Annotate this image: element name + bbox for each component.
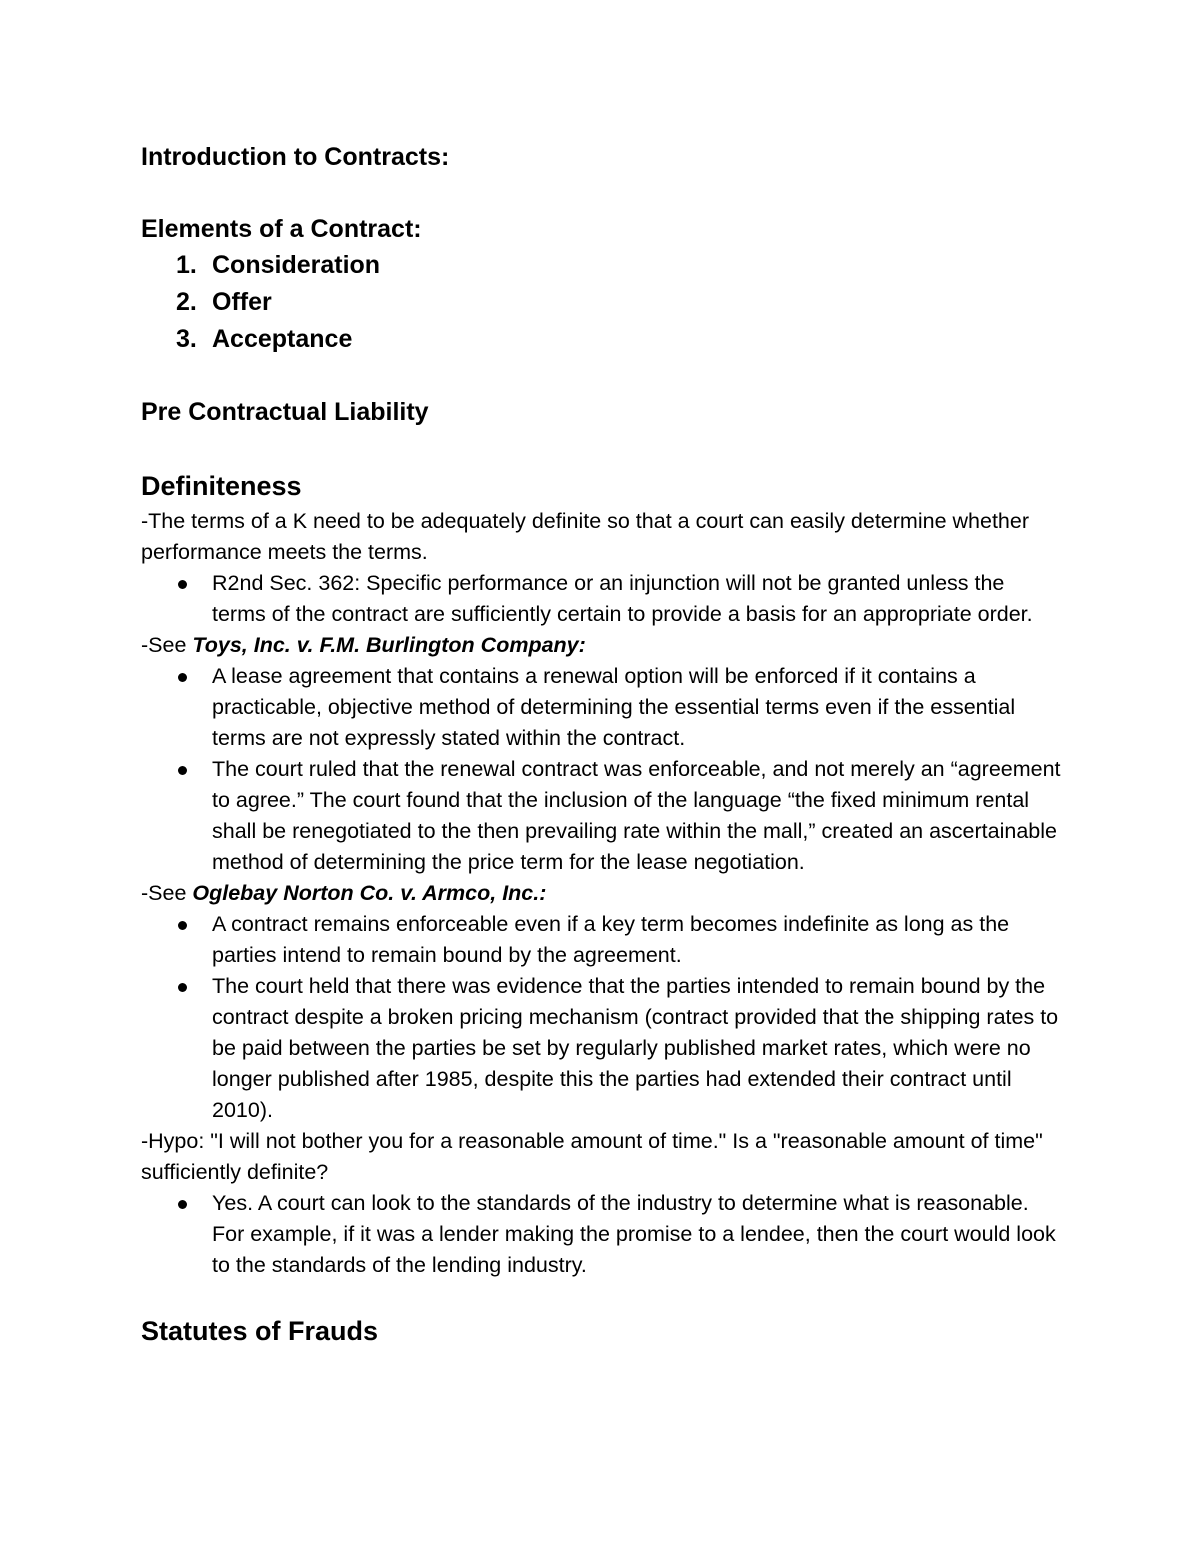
bullet-item	[141, 568, 1061, 630]
bullet-text: A contract remains enforceable even if a key term becomes indefinite as long as the parties intend to remain bound by the agreement.	[212, 912, 1010, 967]
hypo-text: -Hypo: "I will not bother you for a reasonable amount of time." Is a "reasonable amount of time" sufficiently definite?	[141, 1129, 1043, 1184]
bullet-text: A lease agreement that contains a renewal option will be enforced if it contains a practicable, objective method of determining the essential terms even if the essential terms are not expressly stated within the contract.	[212, 664, 1016, 750]
list-number: 3.	[176, 325, 197, 353]
case-citation	[141, 878, 1061, 909]
bullet-icon	[178, 983, 187, 992]
bullet-icon	[178, 921, 187, 930]
list-item-label: Offer	[212, 288, 272, 316]
list-item	[141, 247, 1061, 284]
bullet-item	[141, 909, 1061, 971]
list-item	[141, 284, 1061, 321]
bullet-text: Yes. A court can look to the standards of the industry to determine what is reasonable. For example, if it was a lender making the promise to a lendee, then the court would look to the standards of the lending industry.	[212, 1191, 1056, 1277]
list-item-label: Acceptance	[212, 325, 353, 353]
case1-bullets	[141, 661, 1061, 878]
elements-heading: Elements of a Contract:	[141, 215, 422, 243]
case-citation	[141, 630, 1061, 661]
definiteness-heading: Definiteness	[141, 471, 302, 501]
bullet-item	[141, 1188, 1061, 1281]
bullet-item	[141, 661, 1061, 754]
bullet-icon	[178, 580, 187, 589]
case-name: Oglebay Norton Co. v. Armco, Inc.:	[192, 881, 547, 905]
bullet-item	[141, 971, 1061, 1126]
hypo-bullets	[141, 1188, 1061, 1281]
definiteness-intro: -The terms of a K need to be adequately definite so that a court can easily determine whether performance meets the terms.	[141, 509, 1029, 564]
case-name: Toys, Inc. v. F.M. Burlington Company:	[192, 633, 586, 657]
list-item-label: Consideration	[212, 251, 381, 279]
list-number: 2.	[176, 288, 197, 316]
bullet-icon	[178, 1200, 187, 1209]
case-prefix: -See	[141, 633, 193, 657]
document-title: Introduction to Contracts:	[141, 143, 450, 171]
bullet-text: The court held that there was evidence that the parties intended to remain bound by the contract despite a broken pricing mechanism (contract provided that the shipping rates to be paid between the parties be set by regularly published market rates, which were no longer published after 1985, despite this the parties had extended their contract until 2010).	[212, 974, 1059, 1122]
bullet-text: The court ruled that the renewal contract was enforceable, and not merely an “agreement to agree.” The court found that the inclusion of the language “the fixed minimum rental shall be renegotiated to the then prevailing rate within the mall,” created an ascertainable method of determining the price term for the lease negotiation.	[212, 757, 1061, 874]
document-body	[141, 139, 1061, 1351]
case2-bullets	[141, 909, 1061, 1126]
list-item	[141, 321, 1061, 358]
intro-bullets	[141, 568, 1061, 630]
statutes-heading: Statutes of Frauds	[141, 1316, 379, 1346]
bullet-item	[141, 754, 1061, 878]
case-prefix: -See	[141, 881, 193, 905]
list-number: 1.	[176, 251, 197, 279]
pre-contractual-heading: Pre Contractual Liability	[141, 398, 429, 426]
bullet-text: R2nd Sec. 362: Specific performance or an injunction will not be granted unless the terms of the contract are sufficiently certain to provide a basis for an appropriate order.	[212, 571, 1033, 626]
bullet-icon	[178, 766, 187, 775]
bullet-icon	[178, 673, 187, 682]
elements-list	[141, 247, 1061, 358]
